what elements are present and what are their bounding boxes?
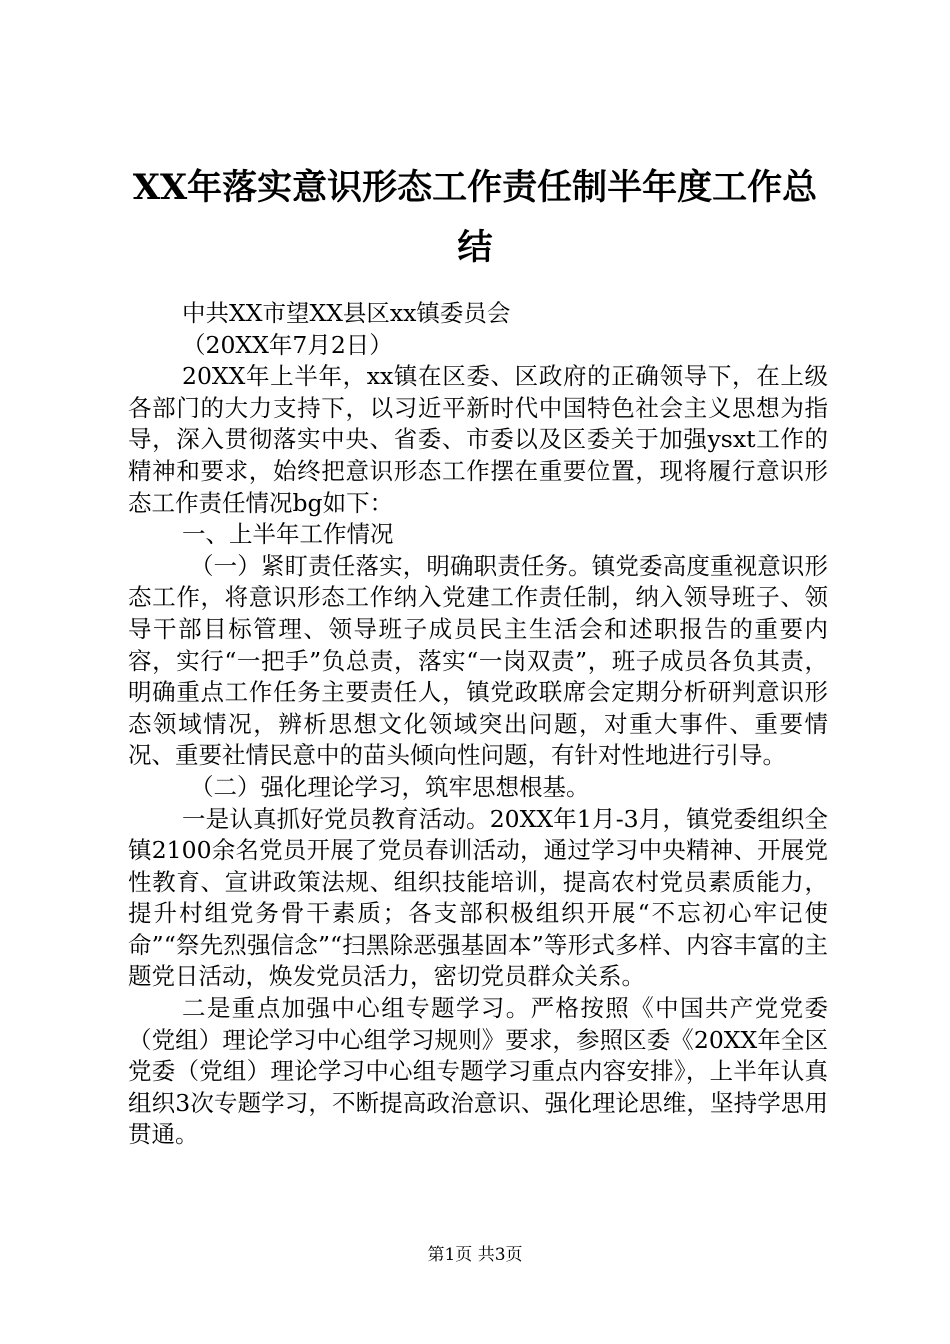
document-date: （20XX年7月2日） xyxy=(182,330,393,359)
paragraph-theory-study-heading: （二）强化理论学习，筑牢思想根基。 xyxy=(190,772,590,801)
paragraph-central-group-study: 二是重点加强中心组专题学习。严格按照《中国共产党党委（党组）理论学习中心组学习规则》要求，参照区委《20XX年全区党委（党组）理论学习中心组专题学习重点内容安排》，上半年认真组织3次专题学习，不断提高政治意识、强化理论思维，坚持学思用贯通。 xyxy=(128,994,828,1149)
document-title: XX年落实意识形态工作责任制半年度工作总结 xyxy=(132,167,818,268)
issuing-organization: 中共XX市望XX县区xx镇委员会 xyxy=(182,299,511,327)
document-body xyxy=(128,298,828,1151)
page-footer: 第1页 共3页 xyxy=(427,1245,523,1265)
section-heading-1: 一、上半年工作情况 xyxy=(182,520,394,549)
intro-paragraph: 20XX年上半年，xx镇在区委、区政府的正确领导下，在上级各部门的大力支持下，以习近平新时代中国特色社会主义思想为指导，深入贯彻落实中央、省委、市委以及区委关于加强ysxt工作的精神和要求，始终把意识形态工作摆在重要位置，现将履行意识形态工作责任情况bg如下： xyxy=(128,362,828,517)
paragraph-responsibility: （一）紧盯责任落实，明确职责任务。镇党委高度重视意识形态工作，将意识形态工作纳入党建工作责任制，纳入领导班子、领导干部目标管理、领导班子成员民主生活会和述职报告的重要内容，实行“一把手”负总责，落实“一岗双责”，班子成员各负其责，明确重点工作任务主要责任人，镇党政联席会定期分析研判意识形态领域情况，辨析思想文化领域突出问题，对重大事件、重要情况、重要社情民意中的苗头倾向性问题，有针对性地进行引导。 xyxy=(128,551,828,770)
paragraph-party-education: 一是认真抓好党员教育活动。20XX年1月-3月，镇党委组织全镇2100余名党员开展了党员春训活动，通过学习中央精神、开展党性教育、宣讲政策法规、组织技能培训，提高农村党员素质能力，提升村组党务骨干素质；各支部积极组织开展“不忘初心牢记使命”“祭先烈强信念”“扫黑除恶强基固本”等形式多样、内容丰富的主题党日活动，焕发党员活力，密切党员群众关系。 xyxy=(128,804,828,991)
